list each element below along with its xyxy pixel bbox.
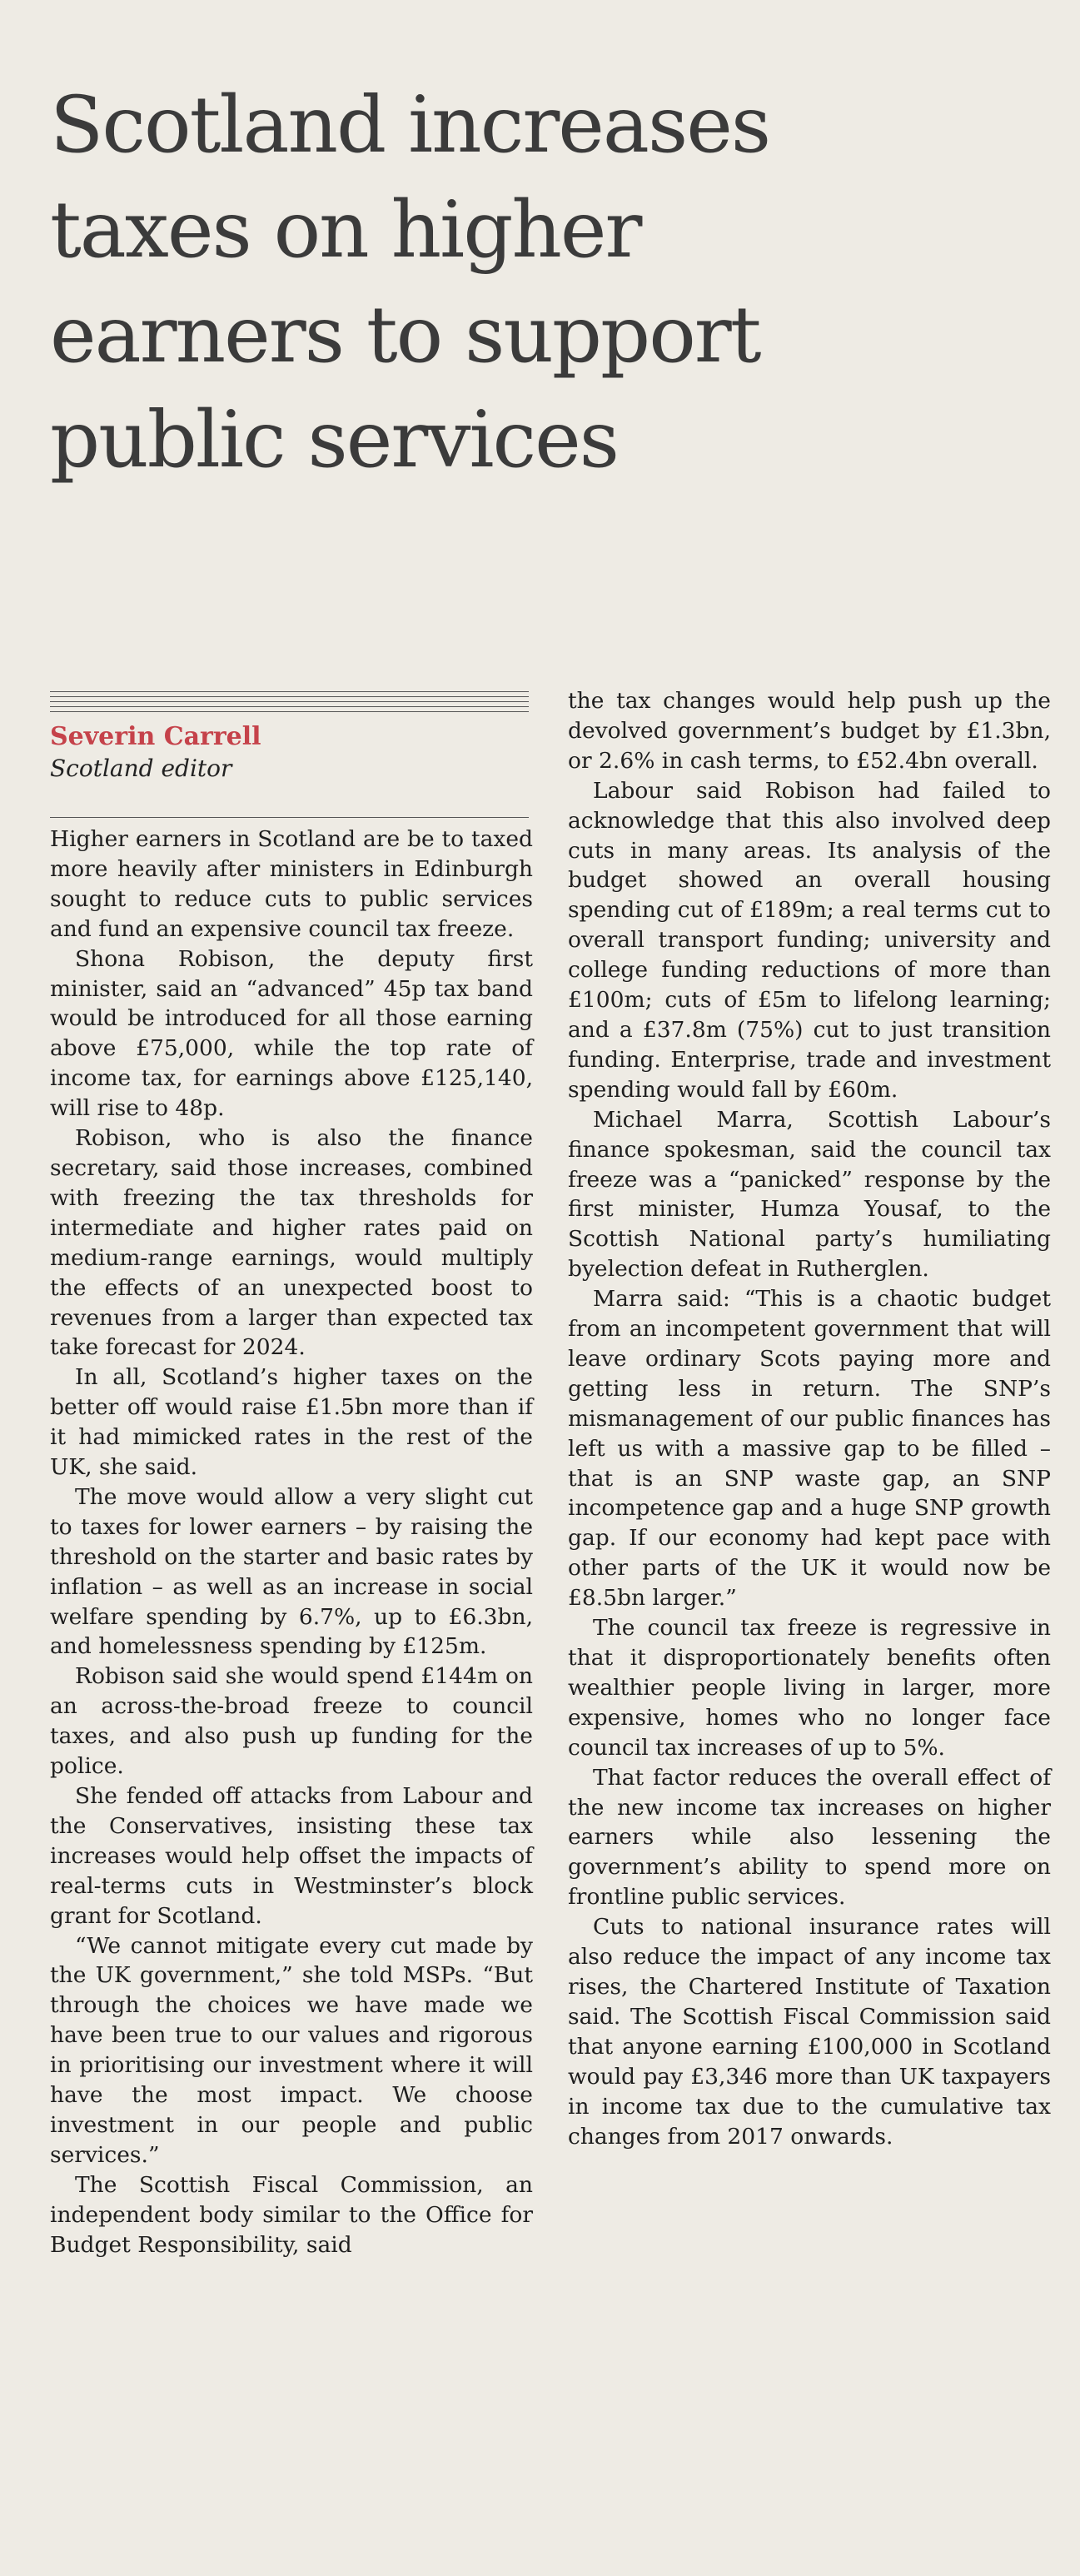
paragraph: The Scottish Fiscal Commission, an independent body similar to the Office for Budget Responsibility, said [50, 2171, 533, 2258]
byline-divider-top-4 [50, 706, 529, 707]
author-name: Severin Carrell [50, 722, 261, 751]
byline-divider-top-3 [50, 701, 529, 702]
paragraph: In all, Scotland’s higher taxes on the better off would raise £1.5bn more than if it had mimicked rates in the rest of the UK, she said. [50, 1364, 533, 1481]
paragraph: Labour said Robison had failed to acknowledge that this also involved deep cuts in many areas. Its analysis of the budget showed an overall housing spending cut of £189m; a real terms cut to overall transport funding; university and college funding reductions of more than £100m; cuts of £5m to lifelong learning; and a £37.8m (75%) cut to just transition funding. Enterprise, trade and investment spending would fall by £60m. [568, 777, 1051, 1103]
body-column-1 [50, 825, 533, 2260]
body-column-2 [568, 686, 1051, 2151]
paragraph: Cuts to national insurance rates will also reduce the impact of any income tax rises, the Chartered Institute of Taxation said. The Scottish Fiscal Commission said that anyone earning £100,000 in Scotland would pay £3,346 more than UK taxpayers in income tax due to the cumulative tax changes from 2017 onwards. [568, 1914, 1051, 2150]
headline-line: public services [50, 395, 619, 486]
paragraph: Higher earners in Scotland are be to taxed more heavily after ministers in Edinburgh sought to reduce cuts to public services and fund an expensive council tax freeze. [50, 826, 533, 942]
paragraph: Robison, who is also the finance secretary, said those increases, combined with freezing the tax thresholds for intermediate and higher rates paid on medium-range earnings, would multiply the effects of an unexpected boost to revenues from a larger than expected tax take forecast for 2024. [50, 1125, 533, 1361]
headline-line: taxes on higher [50, 185, 641, 276]
paragraph: Michael Marra, Scottish Labour’s finance spokesman, said the council tax freeze was a “panicked” response by the first minister, Humza Yousaf, to the Scottish National party’s humiliating byelection defeat in Rutherglen. [568, 1106, 1051, 1283]
byline-divider-top-2 [50, 696, 529, 697]
paragraph: That factor reduces the overall effect of the new income tax increases on higher earners while also lessening the government’s ability to spend more on frontline public services. [568, 1764, 1051, 1911]
paragraph: The council tax freeze is regressive in that it disproportionately benefits often wealthier people living in larger, more expensive, homes who no longer face council tax increases of up to 5%. [568, 1615, 1051, 1761]
paragraph: “We cannot mitigate every cut made by the UK government,” she told MSPs. “But through the choices we have made we have been true to our values and rigorous in prioritising our investment where it will have the most impact. We choose investment in our people and public services.” [50, 1932, 533, 2168]
byline-divider-top-5 [50, 711, 529, 712]
author-role: Scotland editor [50, 755, 232, 782]
paragraph: the tax changes would help push up the devolved government’s budget by £1.3bn, or 2.6% in cash terms, to £52.4bn overall. [568, 688, 1051, 774]
byline-divider-bottom [50, 817, 529, 818]
headline-line: earners to support [50, 290, 760, 381]
headline [50, 73, 1049, 493]
paragraph: The move would allow a very slight cut to taxes for lower earners – by raising the threshold on the starter and basic rates by inflation – as well as an increase in social welfare spending by 6.7%, up to £6.3bn, and homelessness spending by £125m. [50, 1483, 533, 1660]
paragraph: Marra said: “This is a chaotic budget from an incompetent government that will leave ordinary Scots paying more and getting less in return. The SNP’s mismanagement of our public finances has left us with a massive gap to be filled – that is an SNP waste gap, an SNP incompetence gap and a huge SNP growth gap. If our economy had kept pace with other parts of the UK it would now be £8.5bn larger.” [568, 1286, 1051, 1612]
paragraph: She fended off attacks from Labour and the Conservatives, insisting these tax increases would help offset the impacts of real-terms cuts in Westminster’s block grant for Scotland. [50, 1783, 533, 1929]
paragraph: Shona Robison, the deputy first minister, said an “advanced” 45p tax band would be introduced for all those earning above £75,000, while the top rate of income tax, for earnings above £125,140, will rise to 48p. [50, 945, 533, 1122]
byline-divider-top [50, 691, 529, 692]
byline [50, 721, 529, 785]
paragraph: Robison said she would spend £144m on an across-the-broad freeze to council taxes, and also push up funding for the police. [50, 1663, 533, 1780]
headline-line: Scotland increases [50, 80, 770, 171]
